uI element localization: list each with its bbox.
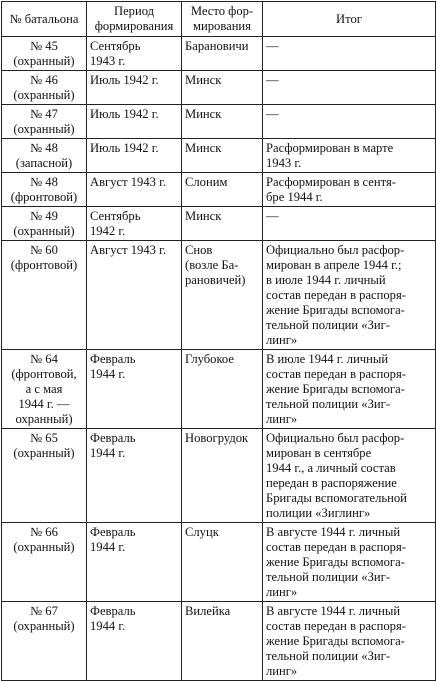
table-row	[2, 139, 436, 173]
cell-line: жение Бригады вспомога-	[266, 555, 405, 569]
cell-line: тельной полиции «Зиг-	[266, 570, 391, 584]
cell-place	[182, 139, 263, 173]
cell-line: мирования	[193, 19, 251, 33]
cell-line: Минск	[185, 73, 222, 87]
cell-battalion	[2, 350, 87, 429]
cell-line: Период	[113, 4, 155, 18]
cell-line: бре 1944 г.	[266, 190, 323, 204]
cell-line: 1944 г.	[90, 446, 126, 460]
cell-line: жение Бригады вспомога-	[266, 303, 405, 317]
cell-battalion	[2, 602, 87, 681]
cell-line: линг»	[266, 585, 298, 599]
header-result	[263, 2, 436, 37]
cell-line: 1944 г.	[90, 367, 126, 381]
table-row	[2, 71, 436, 105]
cell-place	[182, 105, 263, 139]
cell-result	[263, 350, 436, 429]
cell-line: —	[266, 107, 279, 121]
cell-line: охранный)	[15, 412, 73, 426]
table-row	[2, 207, 436, 241]
cell-line: формирования	[94, 19, 174, 33]
cell-line: 1944 г.	[90, 619, 126, 633]
table-row	[2, 523, 436, 602]
cell-line: (возле Ба-	[185, 258, 239, 272]
cell-place	[182, 71, 263, 105]
cell-line: (охранный)	[13, 54, 75, 68]
cell-line: Февраль	[90, 352, 136, 366]
cell-line: 1942 г.	[90, 224, 126, 238]
cell-line: 1943 г.	[266, 156, 302, 170]
cell-line: № 48	[30, 141, 58, 155]
cell-line: 1944 г., а личный состав	[266, 461, 396, 475]
cell-line: (охранный)	[13, 540, 75, 554]
cell-line: № 46	[30, 73, 58, 87]
cell-line: Сентябрь	[90, 39, 141, 53]
cell-line: Итог	[336, 11, 362, 26]
cell-line: Минск	[185, 141, 222, 155]
cell-line: Февраль	[90, 431, 136, 445]
cell-battalion	[2, 105, 87, 139]
cell-line: Глубокое	[185, 352, 234, 366]
cell-line: Бригады вспомогательной	[266, 491, 407, 505]
cell-place	[182, 602, 263, 681]
cell-line: Сентябрь	[90, 209, 141, 223]
cell-line: Официально был расфор-	[266, 431, 405, 445]
cell-line: тельной полиции «Зиг-	[266, 318, 391, 332]
table-row	[2, 602, 436, 681]
cell-line: (запасной)	[15, 156, 73, 170]
cell-line: Минск	[185, 209, 222, 223]
table-row	[2, 105, 436, 139]
cell-line: мирован в сентябре	[266, 446, 372, 460]
battalions-table	[1, 1, 436, 681]
table-row	[2, 37, 436, 71]
cell-line: состав передан в распоря-	[266, 540, 406, 554]
cell-line: Август 1943 г.	[90, 243, 166, 257]
cell-line: В июле 1944 г. личный	[266, 352, 389, 366]
cell-battalion	[2, 37, 87, 71]
cell-place	[182, 37, 263, 71]
cell-line: Июль 1942 г.	[90, 73, 159, 87]
cell-line: а с мая	[25, 382, 63, 396]
cell-line: 1943 г.	[90, 54, 126, 68]
cell-period	[87, 429, 182, 523]
cell-period	[87, 602, 182, 681]
cell-line: (фронтовой,	[11, 367, 77, 381]
cell-period	[87, 71, 182, 105]
cell-line: тельной полиции «Зиг-	[266, 649, 391, 663]
cell-line: (охранный)	[13, 122, 75, 136]
cell-period	[87, 37, 182, 71]
cell-result	[263, 37, 436, 71]
cell-line: состав передан в распоря-	[266, 367, 406, 381]
cell-line: № 67	[30, 604, 58, 618]
cell-line: Официально был расфор-	[266, 243, 405, 257]
table-row	[2, 429, 436, 523]
cell-line: мирован в апреле 1944 г.;	[266, 258, 402, 272]
cell-line: (охранный)	[13, 446, 75, 460]
cell-line: полиции «Зиглинг»	[266, 506, 371, 520]
cell-line: передан в распоряжение	[266, 476, 397, 490]
cell-line: Снов	[185, 243, 213, 257]
cell-line: Расформирован в марте	[266, 141, 394, 155]
cell-battalion	[2, 523, 87, 602]
cell-line: (фронтовой)	[10, 258, 78, 272]
cell-line: № 64	[30, 352, 58, 366]
cell-result	[263, 429, 436, 523]
cell-period	[87, 523, 182, 602]
cell-line: в июле 1944 г. личный	[266, 273, 386, 287]
cell-line: жение Бригады вспомога-	[266, 634, 405, 648]
cell-place	[182, 241, 263, 350]
table-row	[2, 350, 436, 429]
cell-line: № 60	[30, 243, 58, 257]
cell-line: линг»	[266, 412, 298, 426]
cell-result	[263, 207, 436, 241]
cell-line: состав передан в распоря-	[266, 288, 406, 302]
cell-line: (фронтовой)	[10, 190, 78, 204]
cell-line: № 45	[30, 39, 58, 53]
cell-line: Минск	[185, 107, 222, 121]
cell-battalion	[2, 241, 87, 350]
cell-place	[182, 207, 263, 241]
cell-line: 1944 г.	[90, 540, 126, 554]
cell-line: № 49	[30, 209, 58, 223]
cell-line: Август 1943 г.	[90, 175, 166, 189]
cell-result	[263, 105, 436, 139]
table-body	[2, 37, 436, 681]
header-period	[87, 2, 182, 37]
cell-period	[87, 173, 182, 207]
cell-place	[182, 350, 263, 429]
table-row	[2, 173, 436, 207]
cell-line: (охранный)	[13, 88, 75, 102]
table-row	[2, 241, 436, 350]
cell-line: Новогрудок	[185, 431, 249, 445]
cell-period	[87, 207, 182, 241]
cell-line: рановичей)	[185, 273, 246, 287]
cell-line: —	[266, 73, 279, 87]
cell-line: № 65	[30, 431, 58, 445]
cell-line: № батальона	[9, 11, 79, 26]
cell-line: линг»	[266, 664, 298, 678]
cell-place	[182, 173, 263, 207]
cell-line: состав передан в распоря-	[266, 619, 406, 633]
cell-line: Июль 1942 г.	[90, 141, 159, 155]
cell-line: Место фор-	[190, 4, 254, 18]
cell-place	[182, 523, 263, 602]
cell-battalion	[2, 207, 87, 241]
cell-result	[263, 241, 436, 350]
cell-line: Июль 1942 г.	[90, 107, 159, 121]
cell-result	[263, 173, 436, 207]
cell-line: № 48	[30, 175, 58, 189]
cell-line: —	[266, 39, 279, 53]
header-battalion	[2, 2, 87, 37]
cell-line: Февраль	[90, 525, 136, 539]
cell-line: В августе 1944 г. личный	[266, 525, 401, 539]
cell-result	[263, 71, 436, 105]
header-row	[2, 2, 436, 37]
cell-line: № 47	[30, 107, 58, 121]
cell-result	[263, 602, 436, 681]
cell-line: 1944 г. —	[18, 397, 70, 411]
header-place	[182, 2, 263, 37]
cell-line: Барановичи	[185, 39, 249, 53]
cell-battalion	[2, 71, 87, 105]
cell-line: Слуцк	[185, 525, 219, 539]
cell-period	[87, 139, 182, 173]
cell-place	[182, 429, 263, 523]
cell-line: Расформирован в сентя-	[266, 175, 396, 189]
cell-line: Февраль	[90, 604, 136, 618]
cell-line: тельной полиции «Зиг-	[266, 397, 391, 411]
cell-battalion	[2, 139, 87, 173]
cell-period	[87, 350, 182, 429]
cell-line: (охранный)	[13, 619, 75, 633]
cell-battalion	[2, 429, 87, 523]
cell-line: Вилейка	[185, 604, 231, 618]
cell-line: Слоним	[185, 175, 228, 189]
cell-battalion	[2, 173, 87, 207]
cell-line: жение Бригады вспомога-	[266, 382, 405, 396]
cell-period	[87, 105, 182, 139]
cell-line: —	[266, 209, 279, 223]
cell-line: № 66	[30, 525, 58, 539]
cell-line: (охранный)	[13, 224, 75, 238]
cell-result	[263, 139, 436, 173]
cell-line: В августе 1944 г. личный	[266, 604, 401, 618]
cell-result	[263, 523, 436, 602]
cell-period	[87, 241, 182, 350]
cell-line: линг»	[266, 333, 298, 347]
